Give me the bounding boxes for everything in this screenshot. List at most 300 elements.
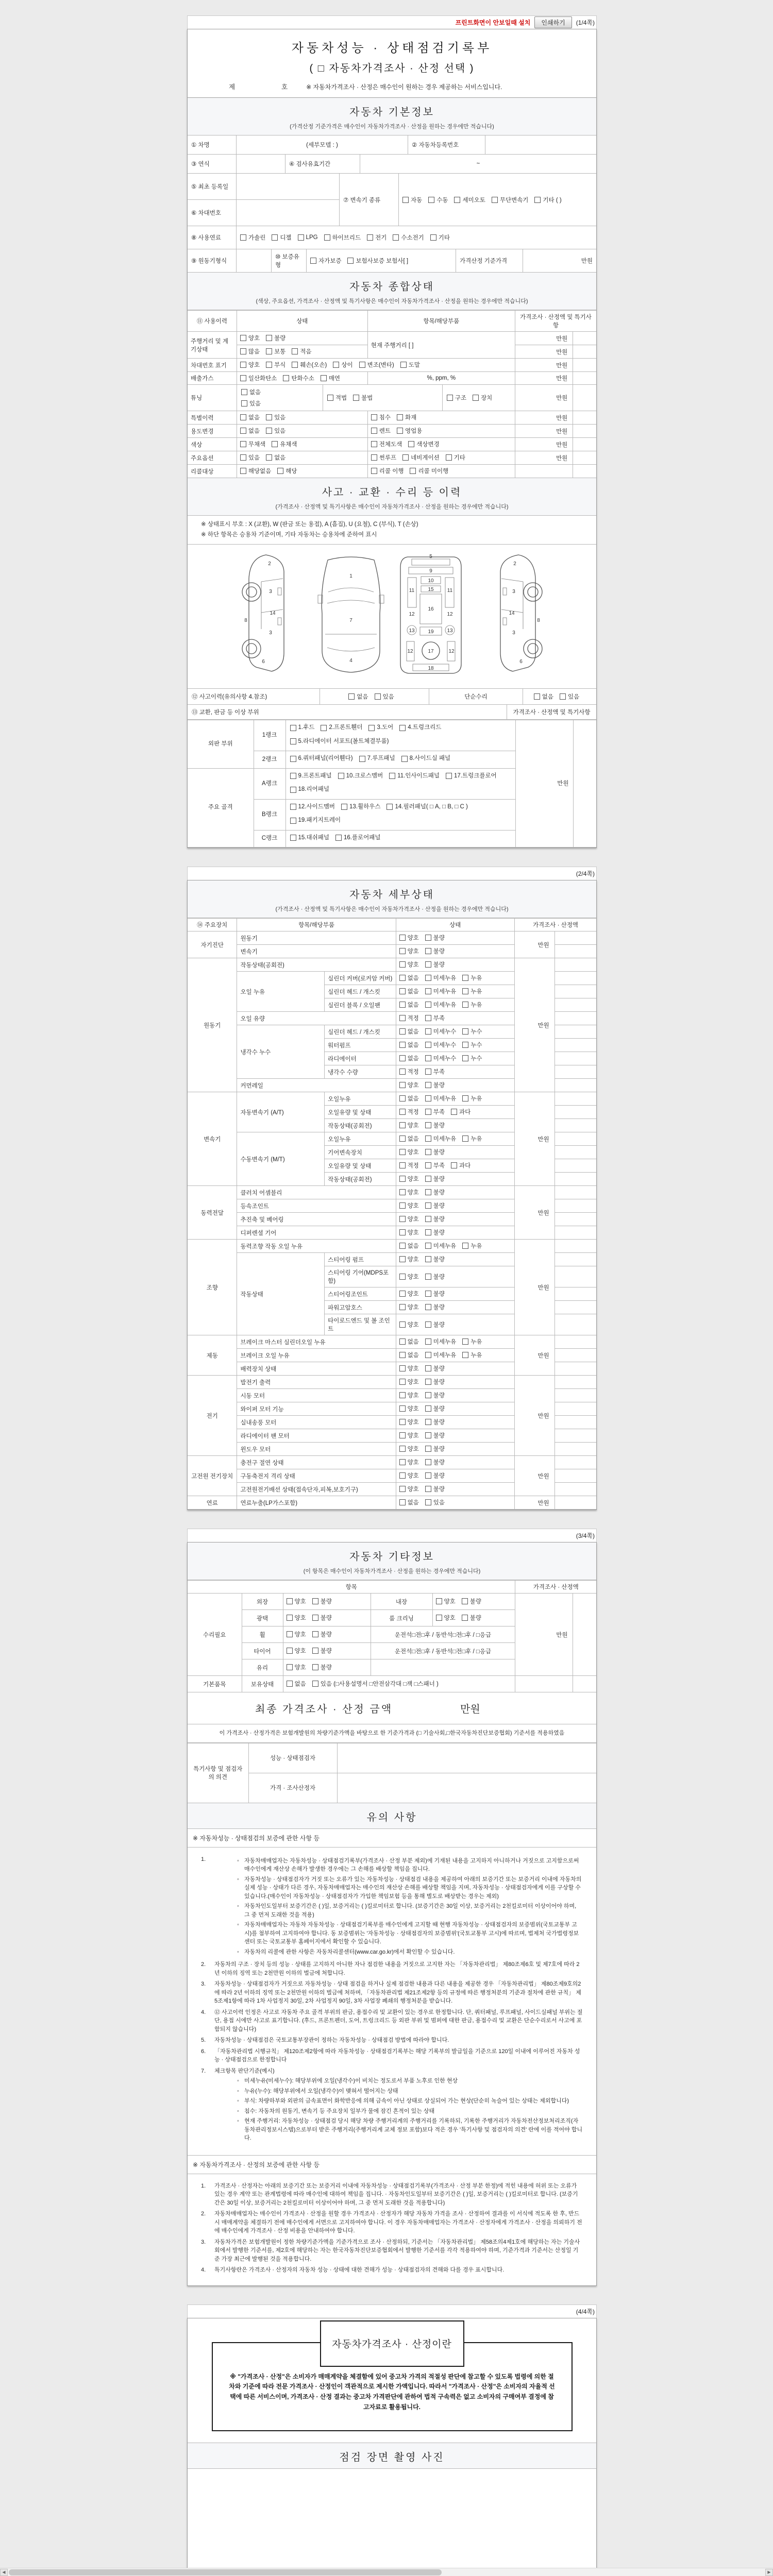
checkbox[interactable]: [462, 1028, 468, 1035]
checkbox[interactable]: [287, 1598, 293, 1604]
checkbox[interactable]: [425, 1069, 431, 1075]
checkbox[interactable]: [399, 975, 406, 981]
opinion-value: [337, 1773, 596, 1803]
checkbox[interactable]: [425, 1419, 431, 1425]
checkbox[interactable]: [359, 362, 365, 368]
checkbox[interactable]: [399, 1136, 406, 1142]
checkbox[interactable]: [402, 197, 409, 203]
checkbox-option: 13.휠하우스: [341, 801, 380, 813]
notice-item: 2. 자동차매매업자는 매수인이 가격조사 · 산정을 원할 경우 가격조사 · 산정자가 해당 자동차 가격을 조사 · 산정하여 결과를 이 서식에 적도록 한 후, 반드시 매매계약을 체결하기 전에 매수인에게 서면으로 고지하여야 합니다. 이 경우 자동차매매업자는 가격조사 · 산정자에게 가격조사 · 산정을 의뢰하기 전에 매수인에게 가격조사 · 산정 비용을 안내하여야 합니다.: [201, 2211, 582, 2234]
toolbar-band-2: [187, 867, 597, 880]
checkbox[interactable]: [399, 1069, 406, 1075]
checkbox[interactable]: [462, 988, 468, 994]
checkbox[interactable]: [321, 725, 327, 731]
status-cell: [396, 1159, 514, 1173]
checkbox[interactable]: [312, 1681, 318, 1687]
checkbox[interactable]: [462, 975, 468, 981]
checkbox[interactable]: [327, 395, 333, 401]
status-cell: [396, 972, 514, 985]
checkbox[interactable]: [298, 234, 304, 241]
status-cell: [396, 1173, 514, 1186]
checkbox[interactable]: [341, 804, 347, 810]
svg-text:1: 1: [349, 573, 352, 580]
checkbox[interactable]: [399, 1243, 406, 1249]
checkbox-option: 14.필러패널( □ A, □ B, □ C ): [386, 801, 467, 813]
checkbox[interactable]: [399, 1042, 406, 1048]
checkbox[interactable]: [359, 756, 365, 762]
checkbox[interactable]: [333, 362, 339, 368]
status-cell: [396, 1376, 514, 1389]
checkbox[interactable]: [287, 1631, 293, 1637]
table-cell: [237, 425, 367, 438]
notice-sub-item: ◦ 미세누유(미세누수): 해당부위에 오일(냉각수)이 비치는 정도로서 부품 노후로 인한 현상: [237, 2078, 458, 2084]
checkbox[interactable]: [312, 1598, 318, 1604]
doc-no-suffix: 호: [281, 83, 288, 91]
checkbox[interactable]: [425, 1176, 431, 1182]
underbody-view: [400, 554, 461, 673]
checkbox[interactable]: [425, 1122, 431, 1128]
checkbox[interactable]: [266, 362, 272, 368]
checkbox[interactable]: [425, 1082, 431, 1088]
checkbox[interactable]: [312, 1631, 318, 1637]
checkbox[interactable]: [436, 1615, 442, 1621]
scroll-left-arrow-icon[interactable]: ◀: [0, 2569, 8, 2576]
price-blank: [554, 1159, 596, 1173]
checkbox[interactable]: [287, 1664, 293, 1670]
price-cell: [515, 1676, 573, 1692]
price-blank: [554, 972, 596, 985]
checkbox[interactable]: [399, 1379, 406, 1385]
checkbox[interactable]: [371, 454, 377, 461]
checkbox[interactable]: [399, 1082, 406, 1088]
svg-text:12: 12: [407, 649, 413, 655]
checkbox-option: 5.라디에이터 서포트(볼트체결부품): [290, 736, 389, 748]
checkbox[interactable]: [312, 1615, 318, 1621]
checkbox[interactable]: [473, 395, 479, 401]
checkbox[interactable]: [287, 1681, 293, 1687]
checkbox[interactable]: [399, 1149, 406, 1155]
section-title: 자동차 종합상태: [349, 281, 434, 293]
price-cell: 만원: [514, 1240, 554, 1335]
checkbox[interactable]: [399, 1109, 406, 1115]
checkbox[interactable]: [454, 197, 460, 203]
checkbox[interactable]: [272, 441, 278, 447]
checkbox[interactable]: [425, 948, 431, 954]
checkbox[interactable]: [241, 389, 247, 395]
checkbox[interactable]: [367, 234, 373, 241]
checkbox[interactable]: [425, 1229, 431, 1235]
checkbox[interactable]: [266, 335, 272, 341]
checkbox[interactable]: [425, 961, 431, 968]
checkbox-option: 불량: [425, 947, 445, 955]
checkbox[interactable]: [399, 1405, 406, 1412]
checkbox[interactable]: [287, 1648, 293, 1654]
checkbox[interactable]: [240, 335, 246, 341]
item-label: 실린더 커버(로커암 커버): [325, 972, 396, 985]
status-cell: [396, 1335, 514, 1349]
checkbox[interactable]: [492, 197, 498, 203]
table-cell: [367, 465, 515, 478]
checkbox-option: 과다: [451, 1161, 470, 1170]
checkbox[interactable]: [241, 400, 247, 406]
checkbox[interactable]: [399, 948, 406, 954]
checkbox[interactable]: [399, 1095, 406, 1101]
checkbox[interactable]: [290, 804, 296, 810]
checkbox[interactable]: [451, 1162, 457, 1168]
status-cell: [396, 1389, 514, 1402]
checkbox[interactable]: [399, 1274, 406, 1280]
checkbox[interactable]: [425, 1486, 431, 1492]
checkbox[interactable]: [425, 1379, 431, 1385]
checkbox[interactable]: [240, 362, 246, 368]
checkbox[interactable]: [399, 1392, 406, 1398]
checkbox[interactable]: [534, 197, 541, 203]
checkbox[interactable]: [425, 1028, 431, 1035]
price-cell: 만원: [514, 1496, 554, 1510]
price-cell: 만원: [514, 1092, 554, 1186]
horizontal-scrollb​ar[interactable]: [0, 2568, 773, 2576]
checkbox[interactable]: [425, 1432, 431, 1438]
checkbox[interactable]: [447, 395, 453, 401]
checkbox[interactable]: [462, 1338, 468, 1345]
checkbox-option: 없음: [287, 1680, 306, 1688]
checkbox[interactable]: [399, 1015, 406, 1021]
checkbox[interactable]: [287, 1615, 293, 1621]
checkbox[interactable]: [399, 1291, 406, 1297]
table-cell: [367, 425, 515, 438]
checkbox[interactable]: [425, 1202, 431, 1209]
checkbox[interactable]: [338, 773, 344, 779]
price-blank: [554, 1287, 596, 1301]
checkbox[interactable]: [425, 988, 431, 994]
checkbox-option: 없음: [399, 987, 419, 995]
checkbox[interactable]: [534, 693, 540, 700]
svg-text:3: 3: [268, 630, 272, 636]
checkbox[interactable]: [399, 1202, 406, 1209]
checkbox-option: 적법: [327, 394, 347, 402]
checkbox[interactable]: [399, 1002, 406, 1008]
checkbox[interactable]: [371, 414, 377, 420]
checkbox[interactable]: [399, 1256, 406, 1262]
checkbox[interactable]: [348, 693, 355, 700]
checkbox[interactable]: [240, 414, 246, 420]
checkbox[interactable]: [292, 348, 298, 354]
checkbox[interactable]: [399, 988, 406, 994]
checkbox[interactable]: [389, 773, 395, 779]
checkbox[interactable]: [399, 1321, 406, 1328]
item-label: 윈도우 모터: [237, 1443, 396, 1456]
status-cell: [396, 1402, 514, 1416]
checkbox[interactable]: [425, 1243, 431, 1249]
install-notice-link[interactable]: 프린트화면이 안보일때 설치: [455, 19, 531, 26]
checkbox[interactable]: [290, 787, 296, 793]
price-blank: [554, 1266, 596, 1287]
checkbox-option: 미세누유: [425, 974, 456, 982]
checkbox-option: 18.리어패널: [290, 784, 329, 795]
status-cell: [396, 1146, 514, 1159]
checkbox[interactable]: [397, 414, 403, 420]
checkbox[interactable]: [425, 935, 431, 941]
checkbox-option: 양호: [399, 1378, 419, 1386]
checkbox-option: 불량: [425, 1121, 445, 1129]
checkbox-option: 불량: [425, 1471, 445, 1480]
checkbox[interactable]: [399, 1432, 406, 1438]
checkbox[interactable]: [290, 773, 296, 779]
row-label: 배출가스: [188, 372, 237, 385]
checkbox[interactable]: [462, 1042, 468, 1048]
checkbox[interactable]: [312, 1648, 318, 1654]
checkbox[interactable]: [425, 1095, 431, 1101]
checkbox[interactable]: [462, 1615, 468, 1621]
checkbox[interactable]: [386, 804, 393, 810]
checkbox[interactable]: [399, 1055, 406, 1061]
checkbox[interactable]: [428, 197, 434, 203]
price-blank: [554, 1012, 596, 1025]
item-label: 룸 크리닝: [371, 1610, 432, 1626]
checkbox[interactable]: [425, 1459, 431, 1465]
checkbox[interactable]: [240, 441, 246, 447]
checkbox[interactable]: [240, 468, 246, 474]
checkbox-option: 미세누수: [425, 1027, 456, 1036]
checkbox[interactable]: [425, 1291, 431, 1297]
checkbox[interactable]: [312, 1664, 318, 1670]
item-label: 기어변속장치: [325, 1146, 396, 1159]
top-view: [318, 557, 384, 672]
checkbox[interactable]: [277, 468, 283, 474]
checkbox[interactable]: [462, 1136, 468, 1142]
document-number-row: [193, 82, 591, 91]
status-cell: [396, 931, 514, 945]
checkbox[interactable]: [368, 725, 375, 731]
checkbox[interactable]: [399, 1189, 406, 1195]
checkbox[interactable]: [321, 375, 327, 381]
status-cell: [396, 1092, 514, 1106]
price-blank: [554, 1079, 596, 1092]
checkbox[interactable]: [446, 454, 452, 461]
checkbox[interactable]: [425, 1499, 431, 1505]
col-header-price: 가격조사 · 산정액: [515, 1581, 596, 1594]
checkbox[interactable]: [283, 375, 289, 381]
checkbox[interactable]: [266, 454, 272, 461]
checkbox[interactable]: [371, 428, 377, 434]
checkbox[interactable]: [399, 1176, 406, 1182]
field-label-car-name: ① 차명: [188, 135, 237, 154]
checkbox[interactable]: [324, 234, 330, 241]
checkbox[interactable]: [347, 258, 354, 264]
table-cell: [237, 359, 515, 372]
checkbox[interactable]: [425, 1216, 431, 1222]
checkbox[interactable]: [408, 441, 414, 447]
item-label: 라디에이터: [325, 1052, 396, 1065]
checkbox[interactable]: [375, 693, 381, 700]
scrollbar-thumb[interactable]: [9, 2569, 442, 2575]
notice-section2-title: ※ 자동차가격조사 · 산정의 보증에 관한 사항 등: [188, 2156, 596, 2174]
checkbox[interactable]: [290, 818, 296, 824]
checkbox[interactable]: [425, 1274, 431, 1280]
checkbox[interactable]: [371, 468, 377, 474]
checkbox[interactable]: [399, 725, 406, 731]
checkbox[interactable]: [402, 454, 409, 461]
checkbox[interactable]: [425, 1162, 431, 1168]
scroll-right-arrow-icon[interactable]: ▶: [765, 2569, 773, 2576]
checkbox-option: 없음: [399, 1134, 419, 1143]
checkbox[interactable]: [425, 1015, 431, 1021]
checkbox[interactable]: [266, 348, 272, 354]
checkbox[interactable]: [425, 1002, 431, 1008]
checkbox[interactable]: [425, 1256, 431, 1262]
checkbox[interactable]: [292, 362, 298, 368]
checkbox[interactable]: [430, 234, 436, 241]
checkbox-option: 양호: [287, 1630, 306, 1638]
checkbox[interactable]: [399, 1122, 406, 1128]
checkbox[interactable]: [425, 1136, 431, 1142]
rank-items: [285, 751, 515, 769]
checkbox[interactable]: [462, 1095, 468, 1101]
item-label: 유리: [242, 1659, 283, 1676]
checkbox[interactable]: [399, 935, 406, 941]
checkbox[interactable]: [393, 234, 399, 241]
checkbox[interactable]: [462, 1055, 468, 1061]
checkbox[interactable]: [400, 362, 407, 368]
svg-text:7: 7: [349, 618, 352, 624]
item-label: 휠: [242, 1626, 283, 1643]
checkbox[interactable]: [310, 258, 316, 264]
checkbox[interactable]: [425, 1304, 431, 1310]
checkbox[interactable]: [425, 1321, 431, 1328]
checkbox[interactable]: [290, 725, 296, 731]
page-indicator-4: (4/4쪽): [576, 2308, 595, 2315]
checkbox-option: 19.패키지트레이: [290, 815, 341, 826]
checkbox-option: 기타 ( ): [534, 196, 561, 204]
checkbox[interactable]: [462, 1352, 468, 1358]
checkbox[interactable]: [425, 1042, 431, 1048]
checkbox[interactable]: [399, 961, 406, 968]
item-label: 타이로드엔드 및 볼 조인트: [325, 1314, 396, 1335]
checkbox[interactable]: [425, 1338, 431, 1345]
checkbox[interactable]: [290, 756, 296, 762]
checkbox[interactable]: [446, 773, 452, 779]
svg-text:12: 12: [446, 612, 453, 618]
checkbox-option: 양호: [399, 1148, 419, 1156]
checkbox[interactable]: [425, 1446, 431, 1452]
checkbox[interactable]: [399, 1229, 406, 1235]
checkbox[interactable]: [240, 428, 246, 434]
checkbox[interactable]: [401, 756, 408, 762]
checkbox[interactable]: [399, 1352, 406, 1358]
notice-sub-item: ◦ 자동차성능 · 상태점검자가 거짓 또는 오류가 있는 자동차성능 · 상태점검 내용을 제공하여 아래의 보증기간 또는 보증거리 이내에 자동차의 실제 성능 · 상태가 다른 경우, 자동차매매업자는 매수인의 재산상 손해를 배상할 책임을 지며, 자동차성능 · 상태점검자에게 이를 구상할 수 있습니다.(매수인이 자동차성능 · 상태점검자가 가입한 책임보험 등을 통해 별도로 배상받는 경우는 제외): [237, 1876, 582, 1900]
checkbox-option: 양호: [399, 1431, 419, 1439]
checkbox[interactable]: [462, 1243, 468, 1249]
checkbox[interactable]: [425, 975, 431, 981]
checkbox-option: 누유: [462, 1242, 482, 1250]
device-group-label: 조향: [188, 1240, 237, 1335]
status-cell: [283, 1610, 371, 1626]
checkbox-option: 부족: [425, 1161, 445, 1170]
checkbox[interactable]: [399, 1216, 406, 1222]
checkbox[interactable]: [560, 693, 566, 700]
checkbox[interactable]: [371, 441, 377, 447]
checkbox[interactable]: [399, 1499, 406, 1505]
checkbox[interactable]: [425, 1405, 431, 1412]
checkbox[interactable]: [451, 1109, 457, 1115]
checkbox[interactable]: [399, 1459, 406, 1465]
checkbox[interactable]: [425, 1472, 431, 1479]
checkbox[interactable]: [399, 1419, 406, 1425]
checkbox[interactable]: [266, 414, 272, 420]
checkbox[interactable]: [436, 1598, 442, 1604]
checkbox[interactable]: [397, 428, 403, 434]
checkbox[interactable]: [425, 1365, 431, 1371]
checkbox[interactable]: [399, 1338, 406, 1345]
print-button[interactable]: 인쇄하기: [534, 16, 572, 28]
checkbox[interactable]: [290, 835, 296, 841]
item-label: 고전원전기배선 상태(접속단자,피복,보호기구): [237, 1483, 396, 1496]
checkbox[interactable]: [240, 234, 246, 241]
checkbox[interactable]: [399, 1486, 406, 1492]
checkbox[interactable]: [462, 1002, 468, 1008]
checkbox[interactable]: [272, 234, 278, 241]
final-price-row: [188, 1692, 596, 1724]
price-blank: [554, 1173, 596, 1186]
checkbox-option: 있음: [560, 692, 579, 701]
notice-sub-item: ◦ 자동차매매업자는 자동차성능 · 상태점검기록부(가격조사 · 산정 부분 제외)에 기재된 내용을 고지하지 아니하거나 거짓으로 고지함으로써 매수인에게 재산상 손해가 발생한 경우에는 그 손해를 배상할 책임을 집니다.: [237, 1857, 579, 1873]
checkbox[interactable]: [240, 454, 246, 461]
checkbox-option: 있음: [266, 427, 285, 435]
checkbox[interactable]: [425, 1109, 431, 1115]
table-cell: 만원: [515, 451, 573, 465]
col-header-status: 상태: [237, 311, 367, 332]
checkbox[interactable]: [290, 738, 296, 744]
checkbox[interactable]: [353, 395, 359, 401]
checkbox[interactable]: [266, 428, 272, 434]
checkbox[interactable]: [399, 1365, 406, 1371]
row-label: 리콜대상: [188, 465, 237, 478]
document-sheet: [187, 15, 597, 2576]
checkbox[interactable]: [425, 1149, 431, 1155]
checkbox[interactable]: [410, 468, 416, 474]
item-label: 브레이크 오일 누유: [237, 1349, 396, 1362]
transmission-options: [402, 196, 568, 204]
status-cell: [396, 1065, 514, 1079]
item-label: 원동기: [237, 931, 396, 945]
checkbox[interactable]: [399, 1028, 406, 1035]
status-cell: [283, 1659, 371, 1676]
checkbox[interactable]: [335, 835, 342, 841]
checkbox[interactable]: [399, 1446, 406, 1452]
checkbox-option: 없음: [399, 1242, 419, 1250]
checkbox[interactable]: [425, 1055, 431, 1061]
table-cell: [367, 451, 515, 465]
checkbox[interactable]: [462, 1598, 468, 1604]
item-label: 실린더 헤드 / 개스킷: [325, 985, 396, 998]
checkbox[interactable]: [425, 1189, 431, 1195]
page-4: [187, 2318, 597, 2576]
checkbox[interactable]: [399, 1472, 406, 1479]
checkbox[interactable]: [240, 348, 246, 354]
price-blank: [554, 1456, 596, 1469]
checkbox[interactable]: [425, 1392, 431, 1398]
status-cell: [396, 1469, 514, 1483]
status-cell: [396, 1253, 514, 1266]
checkbox[interactable]: [399, 1162, 406, 1168]
section-header-etc: [188, 1543, 596, 1580]
price-blank: [554, 1376, 596, 1389]
checkbox[interactable]: [425, 1352, 431, 1358]
table-cell: [573, 411, 596, 425]
checkbox[interactable]: [240, 375, 246, 381]
checkbox-option: 없음: [240, 427, 260, 435]
checkbox[interactable]: [399, 1304, 406, 1310]
